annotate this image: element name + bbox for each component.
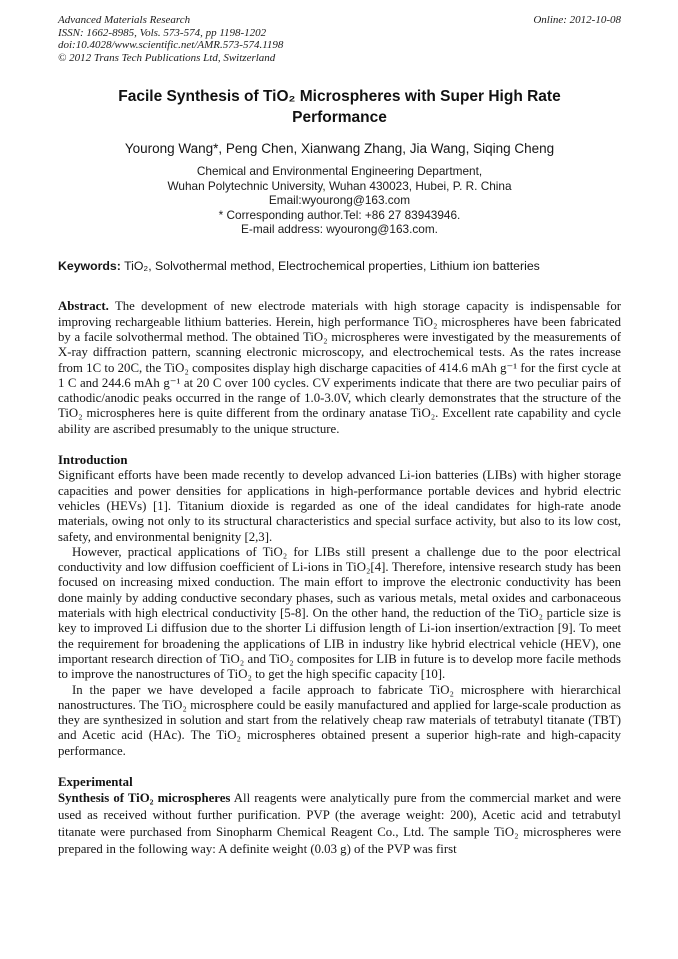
keywords-label: Keywords: (58, 259, 121, 274)
journal-header-left (58, 14, 283, 64)
affiliation-department: Chemical and Environmental Engineering Department, (196, 164, 483, 179)
introduction-paragraph-3: In the paper we have developed a facile approach to fabricate TiO₂ microsphere with hierarchical nanostructures. The TiO₂ microsphere could be easily manufactured and applied for large-scale production as they are synthesized in solution and start from the relatively cheap raw materials of tetrabutyl titanate (TBT) and Acetic acid (HAc). The TiO₂ microspheres obtained present a superior high-rate and high-capacity performance. (58, 682, 621, 758)
copyright-line: © 2012 Trans Tech Publications Ltd, Switzerland (58, 51, 276, 64)
synthesis-label: Synthesis of TiO₂ microspheres (58, 791, 231, 806)
synthesis-text: All reagents were analytically pure from the commercial market and were used as received without further purification. PVP (the average weight: 200), Acetic acid and tetrabutyl titanate were purchased from Sinopharm Chemical Reagent Co., Ltd. The sample TiO₂ microspheres were prepared in the following way: A definite weight (0.03 g) of the PVP was first (58, 791, 621, 856)
experimental-heading: Experimental (58, 775, 133, 790)
authors-line: Yourong Wang*, Peng Chen, Xianwang Zhang, Jia Wang, Siqing Cheng (124, 141, 555, 157)
journal-name: Advanced Materials Research (58, 14, 191, 26)
paper-title: Facile Synthesis of TiO₂ Microspheres with Super High Rate Performance (118, 88, 561, 127)
online-date: Online: 2012-10-08 (533, 14, 621, 26)
corresponding-author-line: * Corresponding author.Tel: +86 27 83943946. (218, 207, 461, 222)
affiliation-university: Wuhan Polytechnic University, Wuhan 430023, Hubei, P. R. China (167, 178, 512, 193)
abstract-paragraph (58, 299, 621, 437)
introduction-paragraph-1: Significant efforts have been made recently to develop advanced Li-ion batteries (LIBs) with higher storage capacities and power densities for applications in high-performance portable devices and hybrid electric vehicles (HEVs) [1]. Titanium dioxide is regarded as one of the ideal candidates for high-rate anode materials, owing not only to its structural characteristics and special surface activity, but also to its low cost, safety, and environmental benignity [2,3]. (58, 468, 621, 544)
doi-line: doi:10.4028/www.scientific.net/AMR.573-574.1198 (58, 39, 284, 52)
introduction-heading: Introduction (58, 453, 128, 468)
affiliation-block (58, 164, 621, 236)
keywords-text: TiO₂, Solvothermal method, Electrochemical properties, Lithium ion batteries (120, 259, 540, 274)
keywords-line (58, 259, 621, 274)
issn-line: ISSN: 1662-8985, Vols. 573-574, pp 1198-1202 (58, 26, 267, 39)
introduction-paragraph-2: However, practical applications of TiO₂ for LIBs still present a challenge due to the poor electrical conductivity and low diffusion coefficient of Li-ions in TiO₂[4]. Therefore, intensive research study has been focused on increasing mixed conduction. The main effort to improve the electronic conductivity has been done mainly by adding conductive secondary phases, such as various metals, metal oxides and carbonaceous materials with high electrical conductivity [5-8]. On the other hand, the reduction of the TiO₂ particle size is key to improved Li diffusion due to the shorter Li diffusion length of Li-ion insertion/extraction [9]. To meet the requirement for broadening the applications of LIB in industry like hybrid electrical vehicle (HEV), one important research direction of TiO₂ and TiO₂ composites for LIB in future is to develop more facile methods to improve the nanostructures of TiO₂ to get the high specific capacity [10]. (58, 544, 621, 682)
synthesis-paragraph (58, 790, 621, 857)
affiliation-email: Email:wyourong@163.com (268, 193, 411, 208)
abstract-text: The development of new electrode materials with high storage capacity is indispensable for improving rechargeable lithium batteries. Herein, high performance TiO₂ microspheres have been fabricated by a facile solvothermal method. The obtained TiO₂ microspheres were investigated by the measurements of X-ray diffraction pattern, scanning electronic microscopy, and electrochemical tests. As the rates increase from 1C to 20C, the TiO₂ composites display high discharge capacities of 414.6 mAh g⁻¹ for the first cycle at 1 C and 244.6 mAh g⁻¹ at 20 C over 100 cycles. CV experiments indicate that there are two peculiar pairs of cathodic/anodic peaks occurred in the range of 1.0-3.0V, which clearly demonstrates that the structure of the TiO₂ microspheres here is quite different from the ordinary anatase TiO₂. Excellent rate capability and cycle ability are ascribed presumably to the unique structure. (58, 299, 621, 436)
journal-header (58, 14, 621, 64)
corresponding-email-line: E-mail address: wyourong@163.com. (241, 222, 438, 236)
abstract-label: Abstract. (58, 299, 109, 314)
